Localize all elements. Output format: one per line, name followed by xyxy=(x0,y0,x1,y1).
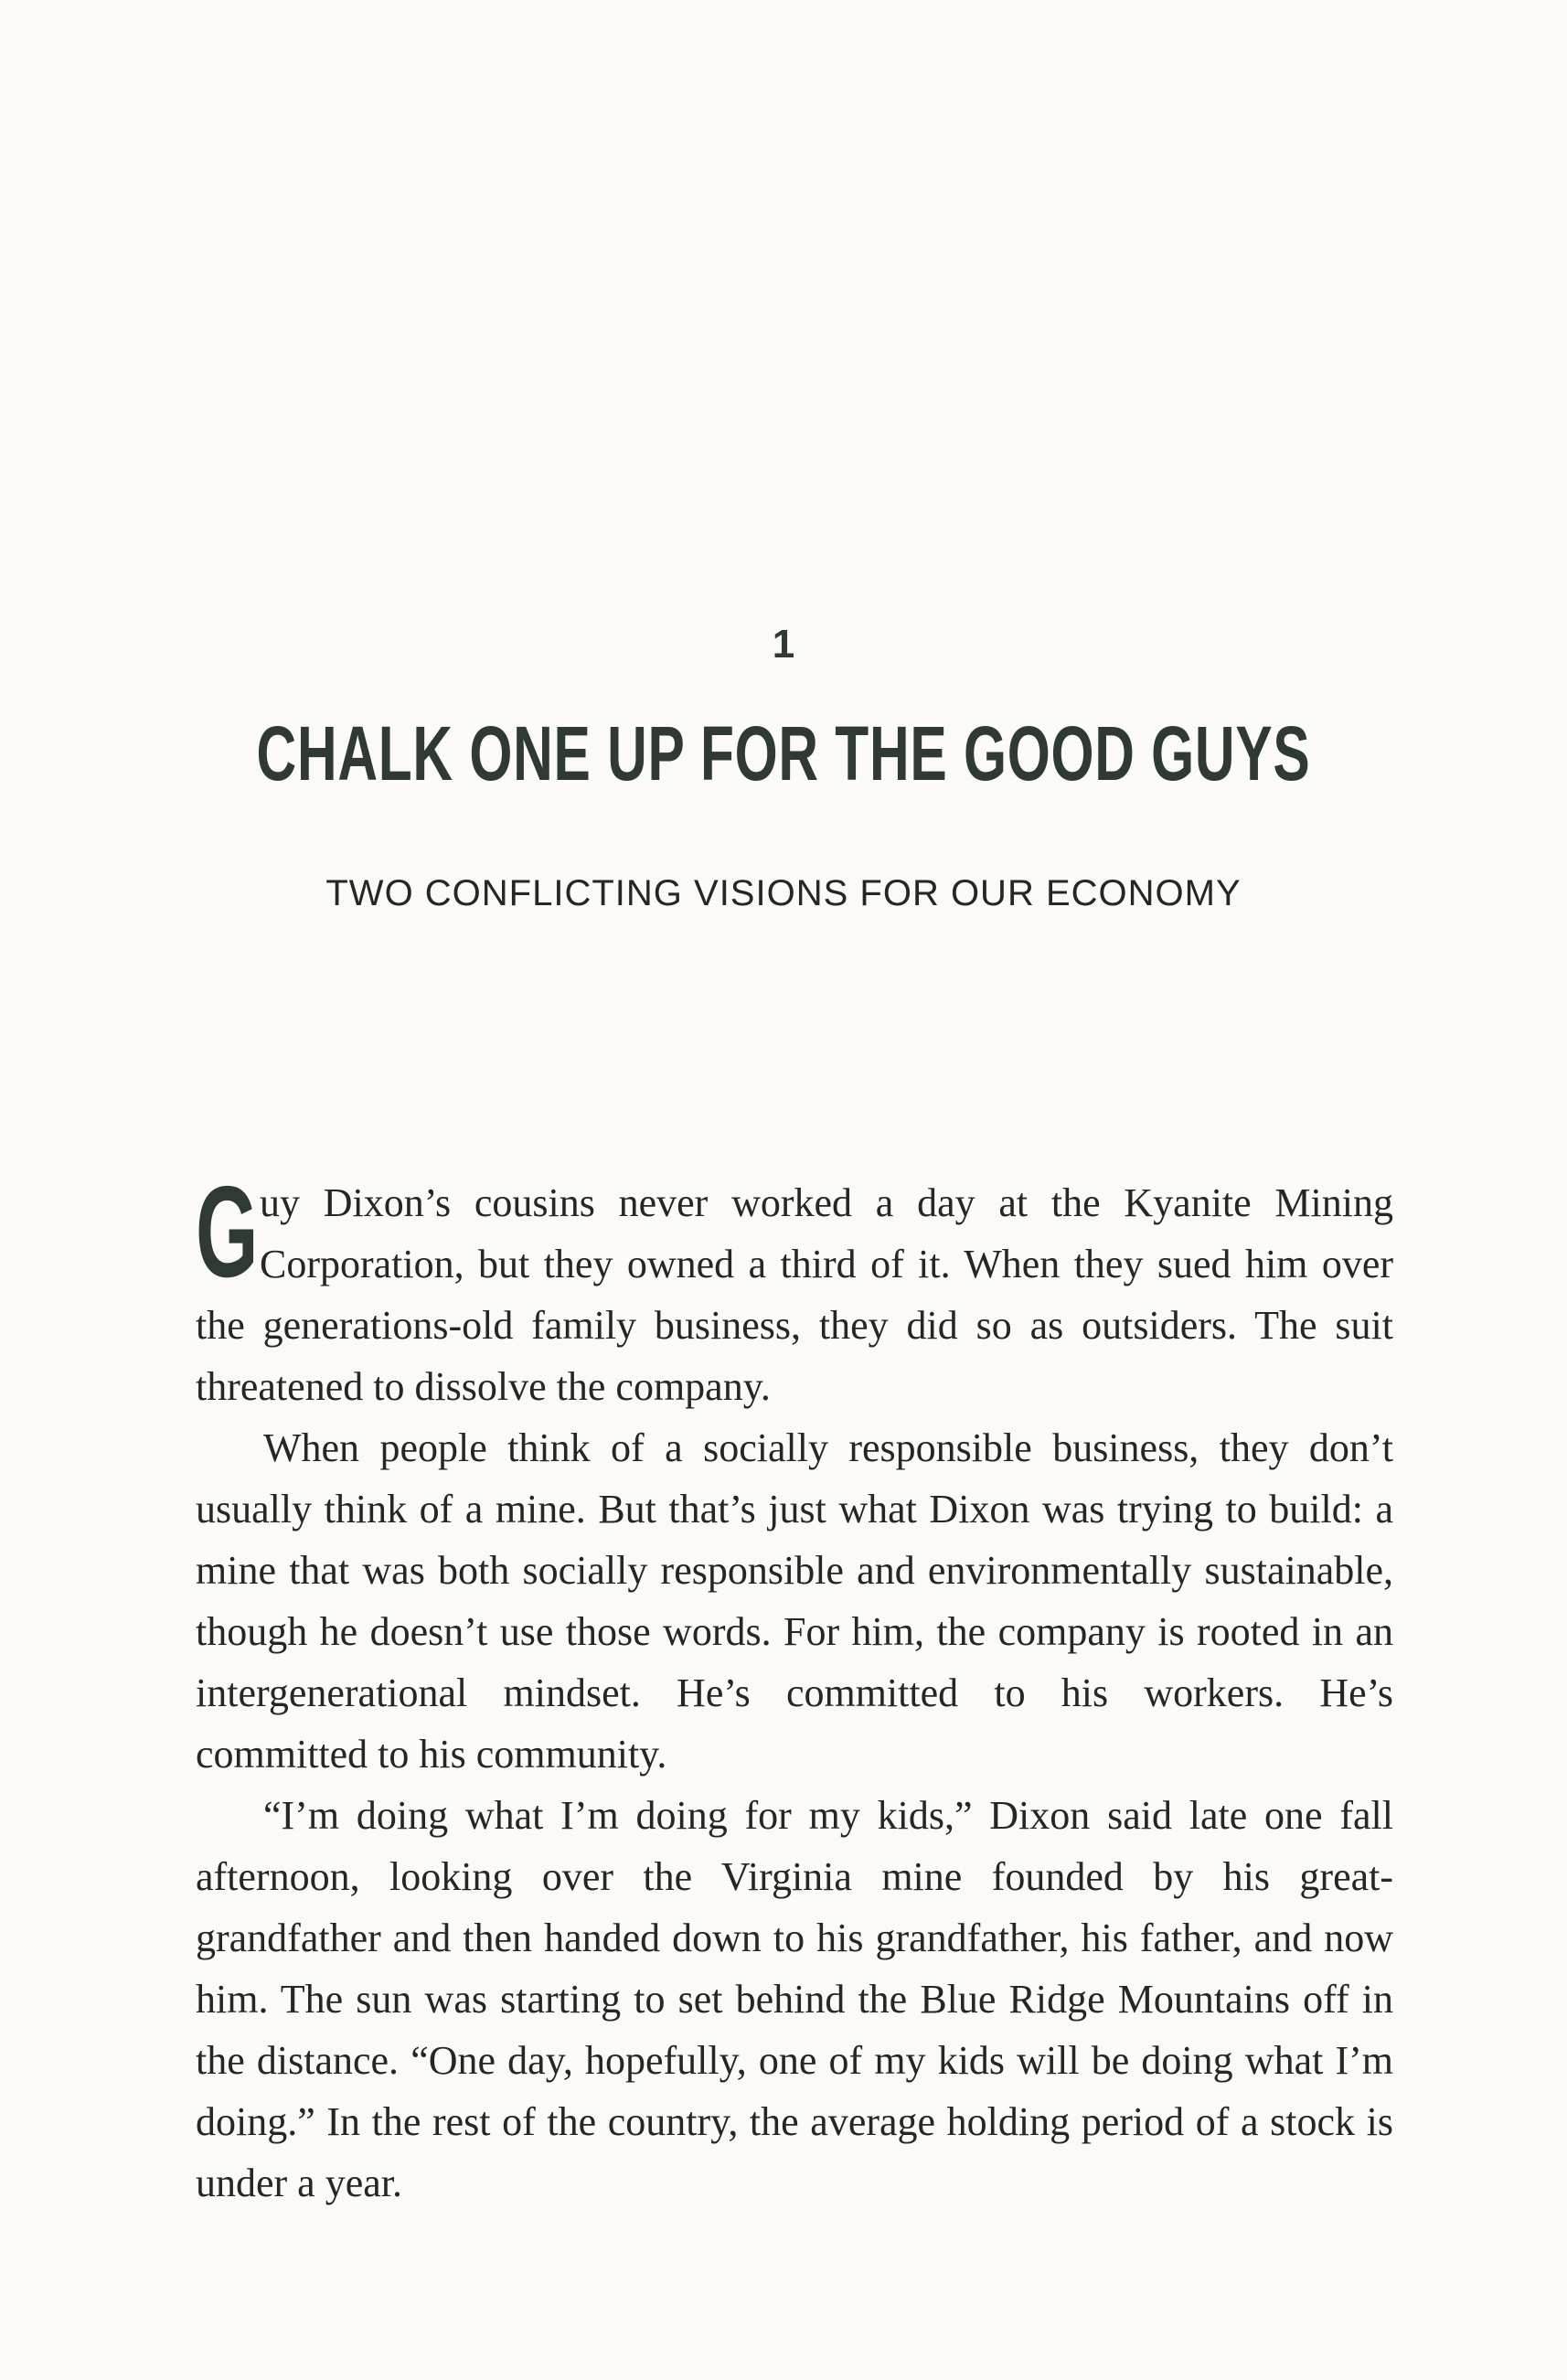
drop-cap-letter: G xyxy=(196,1159,259,1305)
chapter-number: 1 xyxy=(772,622,795,667)
body-paragraph-1-text: uy Dixon’s cousins never worked a day at the Kyanite Mining Corporation, but they owned a third of it. When they sued him over the generations-old family business, they did so as outsiders. The suit threatened to dissolve the company. xyxy=(196,1180,1393,1409)
body-paragraph-2: When people think of a socially responsible business, they don’t usually think of a mine. But that’s just what Dixon was trying to build: a mine that was both socially responsible and environmentally sustainable, though he doesn’t use those words. For him, the company is rooted in an intergenerational mindset. He’s committed to his workers. He’s committed to his community. xyxy=(196,1425,1393,1777)
chapter-body xyxy=(196,1159,1393,2214)
body-paragraph-3: “I’m doing what I’m doing for my kids,” Dixon said late one fall afternoon, looking over the Virginia mine founded by his great-grandfather and then handed down to his grandfather, his father, and now him. The sun was starting to set behind the Blue Ridge Mountains off in the distance. “One day, hopefully, one of my kids will be doing what I’m doing.” In the rest of the country, the average holding period of a stock is under a year. xyxy=(196,1793,1393,2205)
chapter-title: CHALK ONE UP FOR THE GOOD GUYS xyxy=(256,710,1311,796)
chapter-subtitle: TWO CONFLICTING VISIONS FOR OUR ECONOMY xyxy=(325,873,1242,913)
body-paragraph-1 xyxy=(196,1159,1393,1417)
